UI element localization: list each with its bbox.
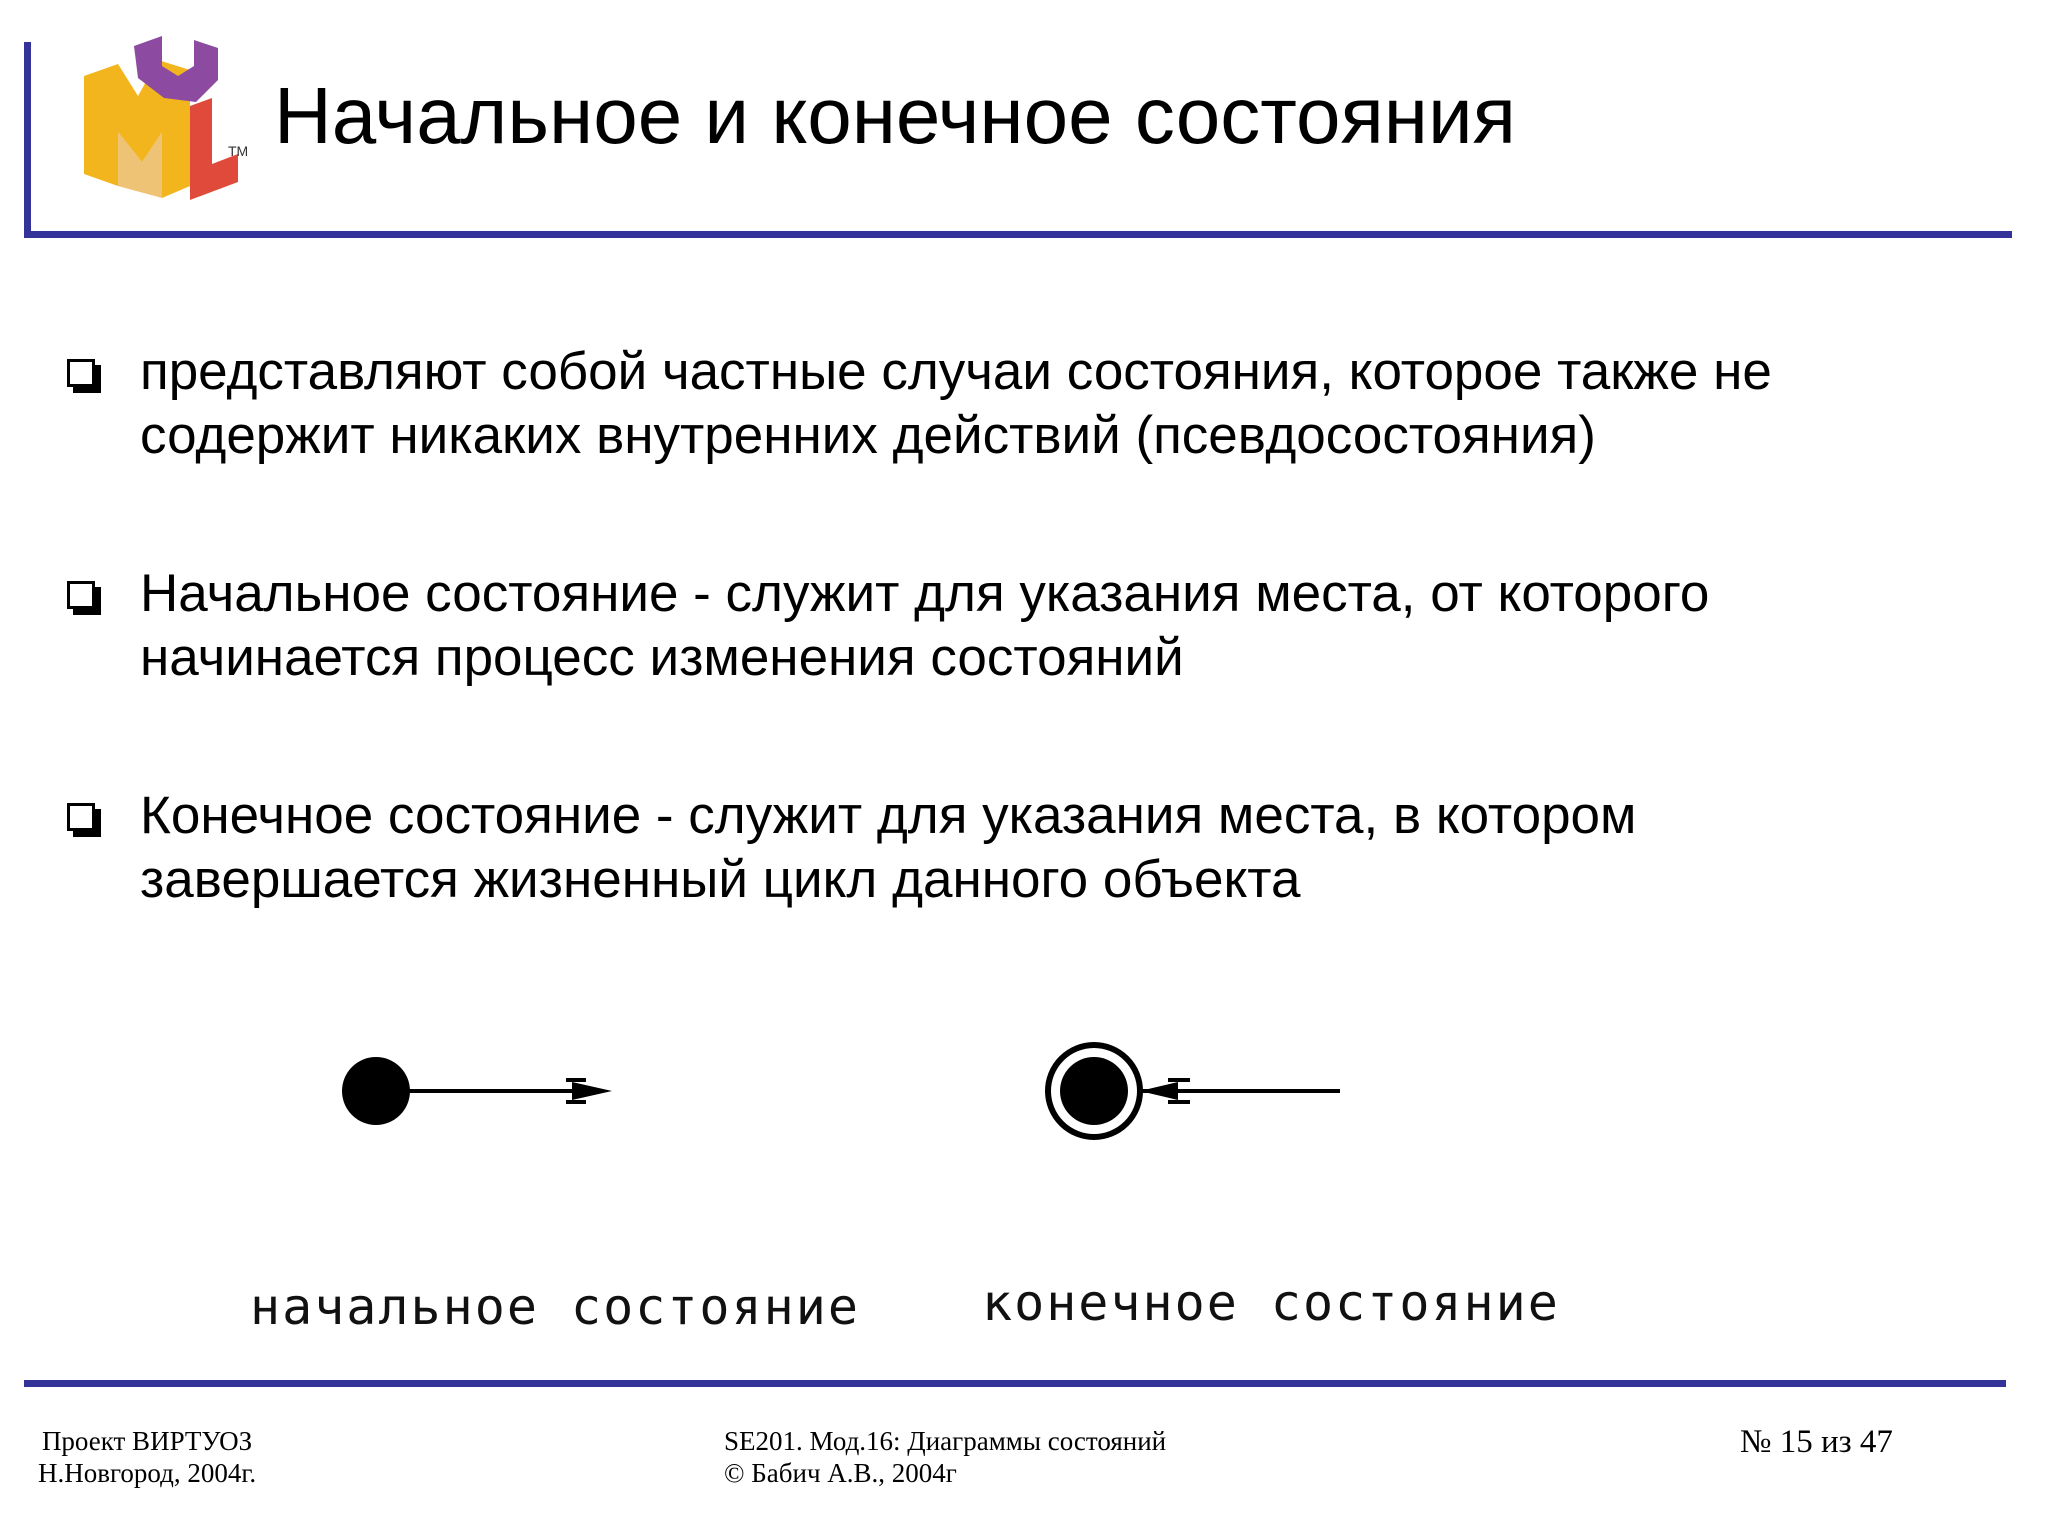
- bullet-text-line: начинается процесс изменения состояний: [140, 628, 1184, 687]
- bullet-list: [64, 340, 1964, 912]
- logo-trademark: TM: [228, 143, 248, 159]
- bullet-text-line: Конечное состояние - служит для указания места, в котором: [140, 786, 1637, 845]
- checkbox-bullet-icon: [67, 803, 95, 831]
- initial-state-caption: начальное состояние: [250, 1278, 860, 1336]
- bullet-item: [64, 340, 1964, 468]
- bullet-text-line: представляют собой частные случаи состояния, которое также не: [140, 342, 1772, 401]
- checkbox-bullet-icon: [67, 359, 95, 387]
- footer-course-title: SE201. Мод.16: Диаграммы состояний: [724, 1426, 1167, 1456]
- initial-arrowhead: [572, 1082, 612, 1100]
- left-frame-line: [24, 42, 31, 238]
- final-state-caption: конечное состояние: [982, 1274, 1560, 1332]
- final-arrowhead: [1140, 1082, 1178, 1100]
- checkbox-bullet-icon: [67, 581, 95, 609]
- final-state-dot: [1060, 1057, 1128, 1125]
- bullet-text-line: содержит никаких внутренних действий (псевдосостояния): [140, 406, 1596, 465]
- initial-state-dot: [342, 1057, 410, 1125]
- footer-project-place: Н.Новгород, 2004г.: [38, 1458, 257, 1488]
- header-rule: [24, 231, 2012, 238]
- footer-project: [38, 1425, 256, 1489]
- footer-course: [724, 1425, 1166, 1489]
- page-number: № 15 из 47: [1740, 1424, 1893, 1460]
- bullet-text-line: Начальное состояние - служит для указания места, от которого: [140, 564, 1710, 623]
- footer-project-name: Проект ВИРТУОЗ: [41, 1426, 253, 1456]
- footer-copyright: © Бабич А.В., 2004г: [724, 1458, 957, 1488]
- bullet-item: [64, 784, 1964, 912]
- final-state-ring: [1048, 1045, 1140, 1137]
- bullet-text-line: завершается жизненный цикл данного объекта: [140, 850, 1301, 909]
- uml-logo: [78, 36, 248, 211]
- bullet-item: [64, 562, 1964, 690]
- slide-title: Начальное и конечное состояния: [274, 71, 1516, 160]
- footer-rule: [24, 1380, 2006, 1387]
